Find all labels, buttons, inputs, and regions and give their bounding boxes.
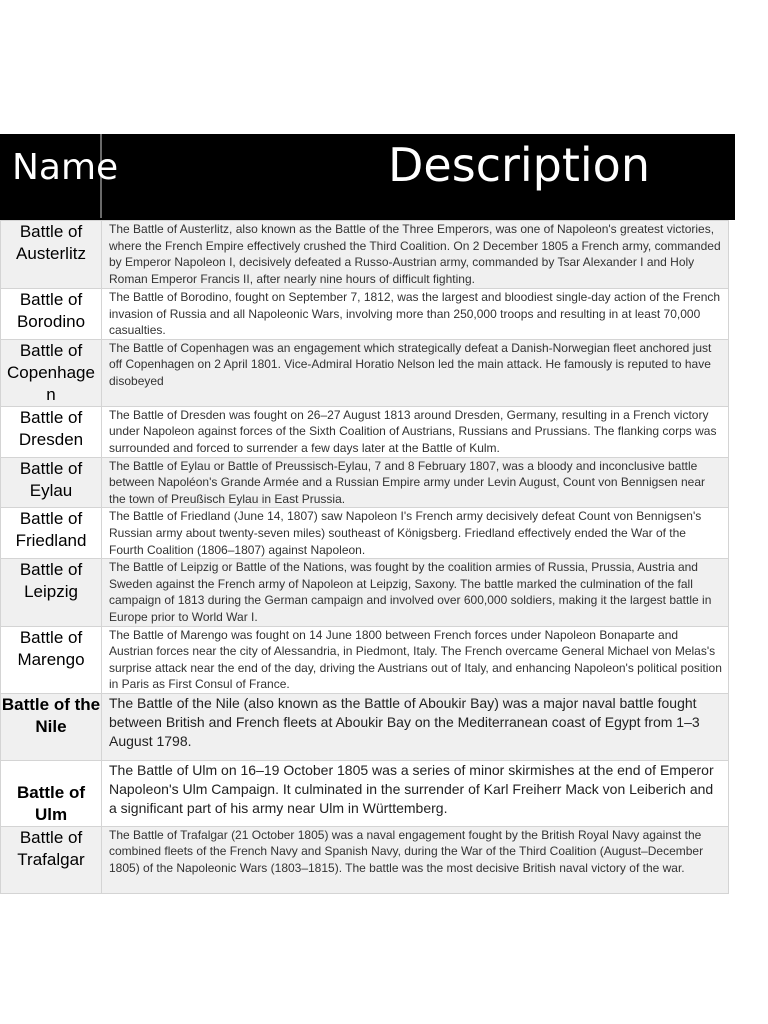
battle-name: Battle of Friedland [1,508,102,559]
table-row [1,508,729,559]
header-description-label: Description [388,138,650,192]
table-row [1,406,729,457]
battles-table [0,220,729,894]
battle-description: The Battle of Dresden was fought on 26–27 August 1813 around Dresden, Germany, resulting in a French victory under Napoleon against forces of the Sixth Coalition of Austrians, Russians and Prussians. The flanking corps was surrounded and forced to surrender a few days later at the Battle of Kulm. [102,406,729,457]
battle-description: The Battle of Trafalgar (21 October 1805) was a naval engagement fought by the British Royal Navy against the combined fleets of the French Navy and Spanish Navy, during the War of the Third Coalition (August–December 1805) of the Napoleonic Wars (1803–1815). The battle was the most decisive British naval victory of the war. [102,826,729,893]
battle-name: Battle of Austerlitz [1,221,102,289]
battle-description: The Battle of Friedland (June 14, 1807) saw Napoleon I's French army decisively defeat Count von Bennigsen's Russian army about twenty-seven miles) southeast of Königsberg. Friedland effectively ended the War of the Fourth Coalition (1806–1807) against Napoleon. [102,508,729,559]
table-row [1,289,729,340]
battle-name: Battle of Borodino [1,289,102,340]
table-row [1,559,729,626]
table-row [1,221,729,289]
battle-name: Battle of Trafalgar [1,826,102,893]
battle-description: The Battle of Ulm on 16–19 October 1805 was a series of minor skirmishes at the end of Emperor Napoleon's Ulm Campaign. It culminated in the surrender of Karl Freiherr Mack von Leiberich and a significant part of his army near Ulm in Württemberg. [102,760,729,826]
battle-description: The Battle of Austerlitz, also known as the Battle of the Three Emperors, was one of Napoleon's greatest victories, where the French Empire effectively crushed the Third Coalition. On 2 December 1805 a French army, commanded by Emperor Napoleon I, decisively defeated a Russo-Austrian army, commanded by Tsar Alexander I and Holy Roman Emperor Francis II, after nearly nine hours of difficult fighting. [102,221,729,289]
battle-name: Battle of Copenhage n [1,339,102,406]
table-row [1,760,729,826]
battle-description: The Battle of Copenhagen was an engagement which strategically defeat a Danish-Norwegian fleet anchored just off Copenhagen on 2 April 1801. Vice-Admiral Horatio Nelson led the main attack. He famously is reputed to have disobeyed [102,339,729,406]
table-row [1,826,729,893]
table-row [1,693,729,760]
header-name-label: Name [12,147,119,188]
battle-name: Battle of the Nile [1,693,102,760]
table-row [1,457,729,508]
battle-name: Battle of Ulm [1,760,102,826]
battle-name: Battle of Leipzig [1,559,102,626]
table-row [1,339,729,406]
battle-name: Battle of Dresden [1,406,102,457]
battle-description: The Battle of Borodino, fought on September 7, 1812, was the largest and bloodiest single-day action of the French invasion of Russia and all Napoleonic Wars, involving more than 250,000 troops and resulting in at least 70,000 casualties. [102,289,729,340]
battle-description: The Battle of the Nile (also known as the Battle of Aboukir Bay) was a major naval battle fought between British and French fleets at Aboukir Bay on the Mediterranean coast of Egypt from 1–3 August 1798. [102,693,729,760]
table-row [1,626,729,693]
battle-name: Battle of Eylau [1,457,102,508]
battle-name: Battle of Marengo [1,626,102,693]
battle-description: The Battle of Leipzig or Battle of the Nations, was fought by the coalition armies of Russia, Prussia, Austria and Sweden against the French army of Napoleon at Leipzig, Saxony. The battle marked the culmination of the fall campaign of 1813 during the German campaign and involved over 600,000 soldiers, making it the largest battle in Europe prior to World War I. [102,559,729,626]
battle-description: The Battle of Marengo was fought on 14 June 1800 between French forces under Napoleon Bonaparte and Austrian forces near the city of Alessandria, in Piedmont, Italy. The French overcame General Michael von Melas's surprise attack near the end of the day, driving the Austrians out of Italy, and enhancing Napoleon's political position in Paris as First Consul of France. [102,626,729,693]
battle-description: The Battle of Eylau or Battle of Preussisch-Eylau, 7 and 8 February 1807, was a bloody and inconclusive battle between Napoléon's Grande Armée and a Russian Empire army under Levin August, Count von Bennigsen near the town of Preußisch Eylau in East Prussia. [102,457,729,508]
